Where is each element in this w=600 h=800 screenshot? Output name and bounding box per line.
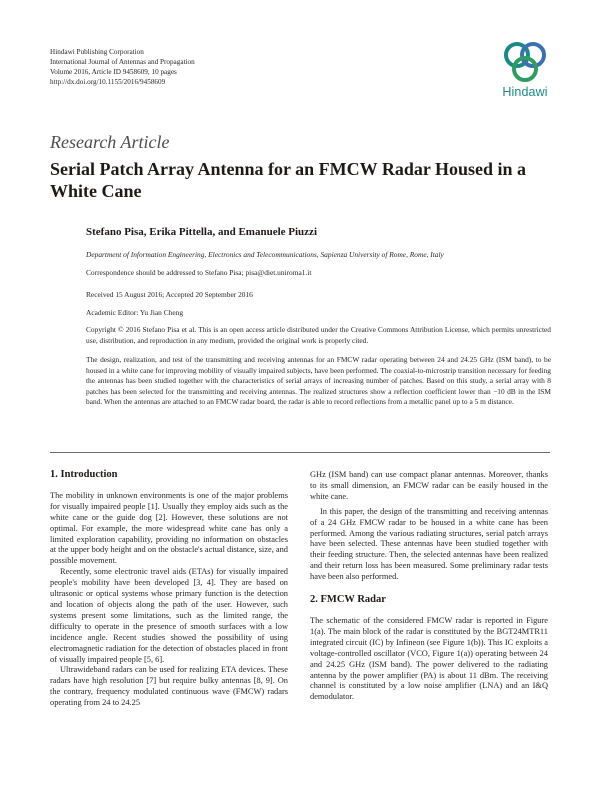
- intro-paragraph-4: In this paper, the design of the transmitting and receiving antennas of a 24 GHz FMCW radar to be housed in a white cane has been performed. Among the various radiating structures, serial patch arrays have been selected. These antennas have been studied together with their feeding structure. Then, the selected antennas have been realized and their return loss has been measured. Some preliminary radar tests have been also performed.: [310, 506, 548, 582]
- academic-editor: Academic Editor: Yu Jian Cheng: [86, 308, 184, 317]
- intro-paragraph-1: The mobility in unknown environments is one of the major problems for visually impaired people [1]. Usually they employ aids such as the white cane or the guide dog [2]. However, these solutions are not optimal. For example, the more widespread white cane has only a limited exploration capability, providing no information on obstacles at the upper body height and on the obstacle's actual distance, size, and possible movement.: [50, 490, 288, 566]
- hindawi-rings-icon: [501, 40, 549, 84]
- intro-paragraph-3: Ultrawideband radars can be used for realizing ETA devices. These radars have high resolution [7] but require bulky antennas [8, 9]. On the contrary, frequency modulated continuous wave (FMCW) radars operating from 24 to 24.25: [50, 665, 288, 708]
- hindawi-logo: [495, 40, 555, 106]
- left-column: [50, 470, 288, 709]
- affiliation: Department of Information Engineering, Electronics and Telecommunications, Sapienza University of Rome, Rome, Italy: [86, 250, 444, 259]
- volume-info: Volume 2016, Article ID 9458609, 10 pages: [50, 68, 177, 76]
- authors: Stefano Pisa, Erika Pittella, and Emanuele Piuzzi: [86, 226, 317, 238]
- journal-name: International Journal of Antennas and Propagation: [50, 58, 195, 66]
- article-title: Serial Patch Array Antenna for an FMCW Radar Housed in a White Cane: [50, 159, 527, 201]
- section-introduction-heading: 1. Introduction: [50, 469, 118, 480]
- intro-paragraph-2: Recently, some electronic travel aids (ETAs) for visually impaired people's mobility have been developed [3, 4]. They are based on ultrasonic or optical systems whose primary function is the detection and location of objects along the path of the user. However, such systems present some limitations, such as the limited range, the difficulty to operate in the presence of smooth surfaces with a low incidence angle. Recent studies showed the possibility of using electromagnetic radiation for the detection of obstacles placed in front of visually impaired people [5, 6].: [50, 567, 288, 664]
- copyright: Copyright © 2016 Stefano Pisa et al. This is an open access article distributed under the Creative Commons Attribution License, which permits unrestricted use, distribution, and reproduction in any medium, provided the original work is properly cited.: [86, 325, 551, 345]
- publication-header: [50, 47, 350, 87]
- correspondence: Correspondence should be addressed to Stefano Pisa; pisa@diet.uniroma1.it: [86, 268, 312, 277]
- logo-text: Hindawi: [502, 85, 548, 99]
- right-column: [310, 470, 548, 703]
- article-type: Research Article: [50, 132, 170, 152]
- abstract: The design, realization, and test of the transmitting and receiving antennas for an FMCW radar operating between 24 and 24.25 GHz (ISM band), to be housed in a white cane for improving mobility of visually impaired subjects, have been performed. The coaxial-to-microstrip transition necessary for feeding the antennas has been studied together with the characteristics of serial arrays of increasing number of patches. Based on this study, a serial array with 8 patches has been selected for the transmitting and receiving antennas. The realized structures show a reflection coefficient lower than −10 dB in the ISM band. When the antennas are attached to an FMCW radar board, the radar is able to record reflections from a metallic panel up to a 5 m distance.: [86, 355, 551, 406]
- intro-paragraph-3-continued: GHz (ISM band) can use compact planar antennas. Moreover, thanks to its small dimension, an FMCW radar can be easily housed in the white cane.: [310, 470, 548, 501]
- doi-link[interactable]: http://dx.doi.org/10.1155/2016/9458609: [50, 78, 166, 86]
- section-fmcw-radar-heading: 2. FMCW Radar: [310, 594, 386, 606]
- header-divider: [50, 452, 550, 453]
- publisher-name: Hindawi Publishing Corporation: [50, 48, 144, 56]
- radar-paragraph-1: The schematic of the considered FMCW radar is reported in Figure 1(a). The main block of the radar is constituted by the BGT24MTR11 integrated circuit (IC) by Infineon (see Figure 1(b)). This IC exploits a voltage-controlled oscillator (VCO, Figure 1(a)) operating between 24 and 24.25 GHz (ISM band). The power delivered to the radiating antenna by the power amplifier (PA) is about 11 dBm. The receiving channel is constituted by a low noise amplifier (LNA) and an I&Q demodulator.: [310, 615, 548, 702]
- dates: Received 15 August 2016; Accepted 20 September 2016: [86, 290, 253, 299]
